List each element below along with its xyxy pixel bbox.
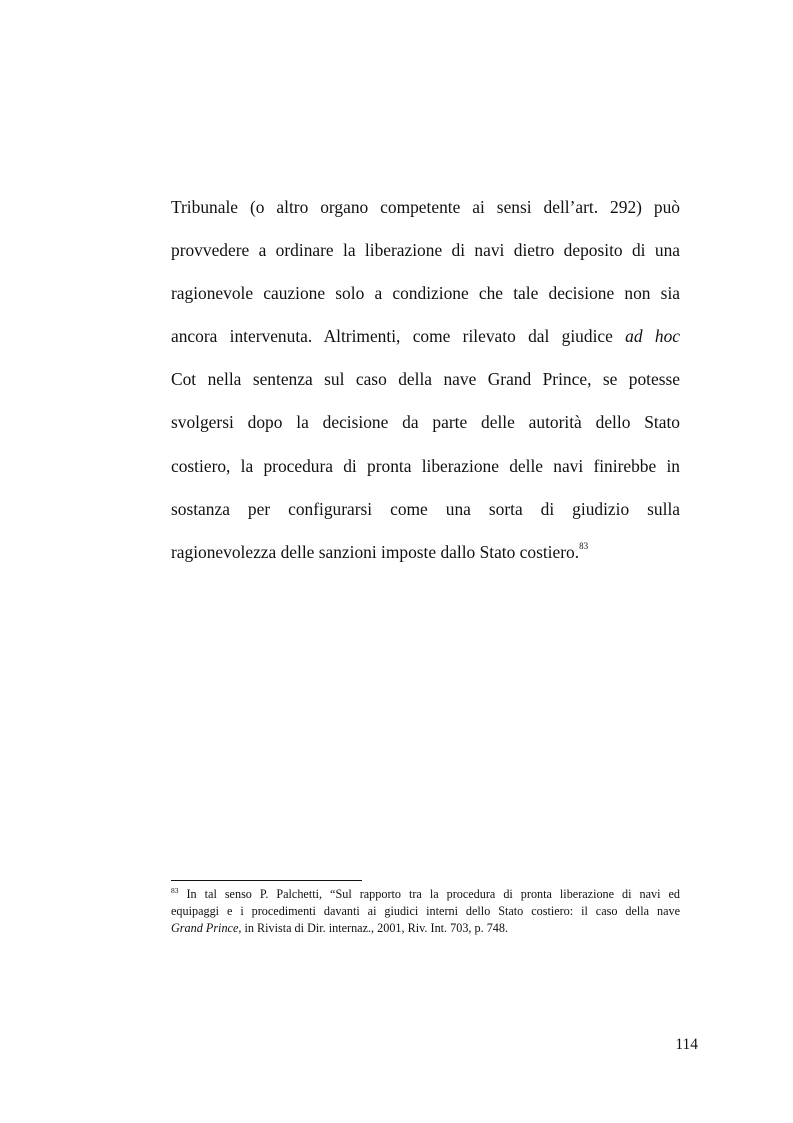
text-line [171,531,680,574]
text-line: sostanza per configurarsi come una sorta di giudizio sulla [171,498,680,519]
footnote-text: in Rivista di Dir. internaz., 2001, Riv. Int. 703, p. 748. [241,921,509,935]
footnote-text: In tal senso P. Palchetti, “Sul rapporto tra la procedura di pronta liberazione di navi ed [186,887,681,901]
footnote-line [171,886,680,903]
text-line: ragionevole cauzione solo a condizione che tale decisione non sia [171,283,680,304]
footnote-separator [171,880,362,881]
text-line: costiero, la procedura di pronta liberazione delle navi finirebbe in [171,455,680,476]
footnote-italic-title: Grand Prince, [171,921,242,935]
body-paragraph [171,186,680,574]
text-line [171,315,680,358]
italic-term: ad hoc [625,326,680,347]
footnote-line [171,920,680,937]
footnote-number: 83 [171,886,179,895]
footnote-reference[interactable]: 83 [579,540,589,551]
text-line: svolgersi dopo la decisione da parte delle autorità dello Stato [171,412,680,433]
text-line-content: ragionevolezza delle sanzioni imposte dallo Stato costiero. [171,541,580,562]
text-line: Tribunale (o altro organo competente ai sensi dell’art. 292) può [171,197,680,217]
text-line-content: ancora intervenuta. Altrimenti, come rilevato dal giudice [171,326,613,347]
footnote [171,886,680,937]
text-line: Cot nella sentenza sul caso della nave Grand Prince, se potesse [171,369,680,390]
page-number: 114 [675,1036,698,1053]
text-line: provvedere a ordinare la liberazione di navi dietro deposito di una [171,240,680,261]
footnote-line: equipaggi e i procedimenti davanti ai giudici interni dello Stato costiero: il caso della nave [171,904,680,918]
